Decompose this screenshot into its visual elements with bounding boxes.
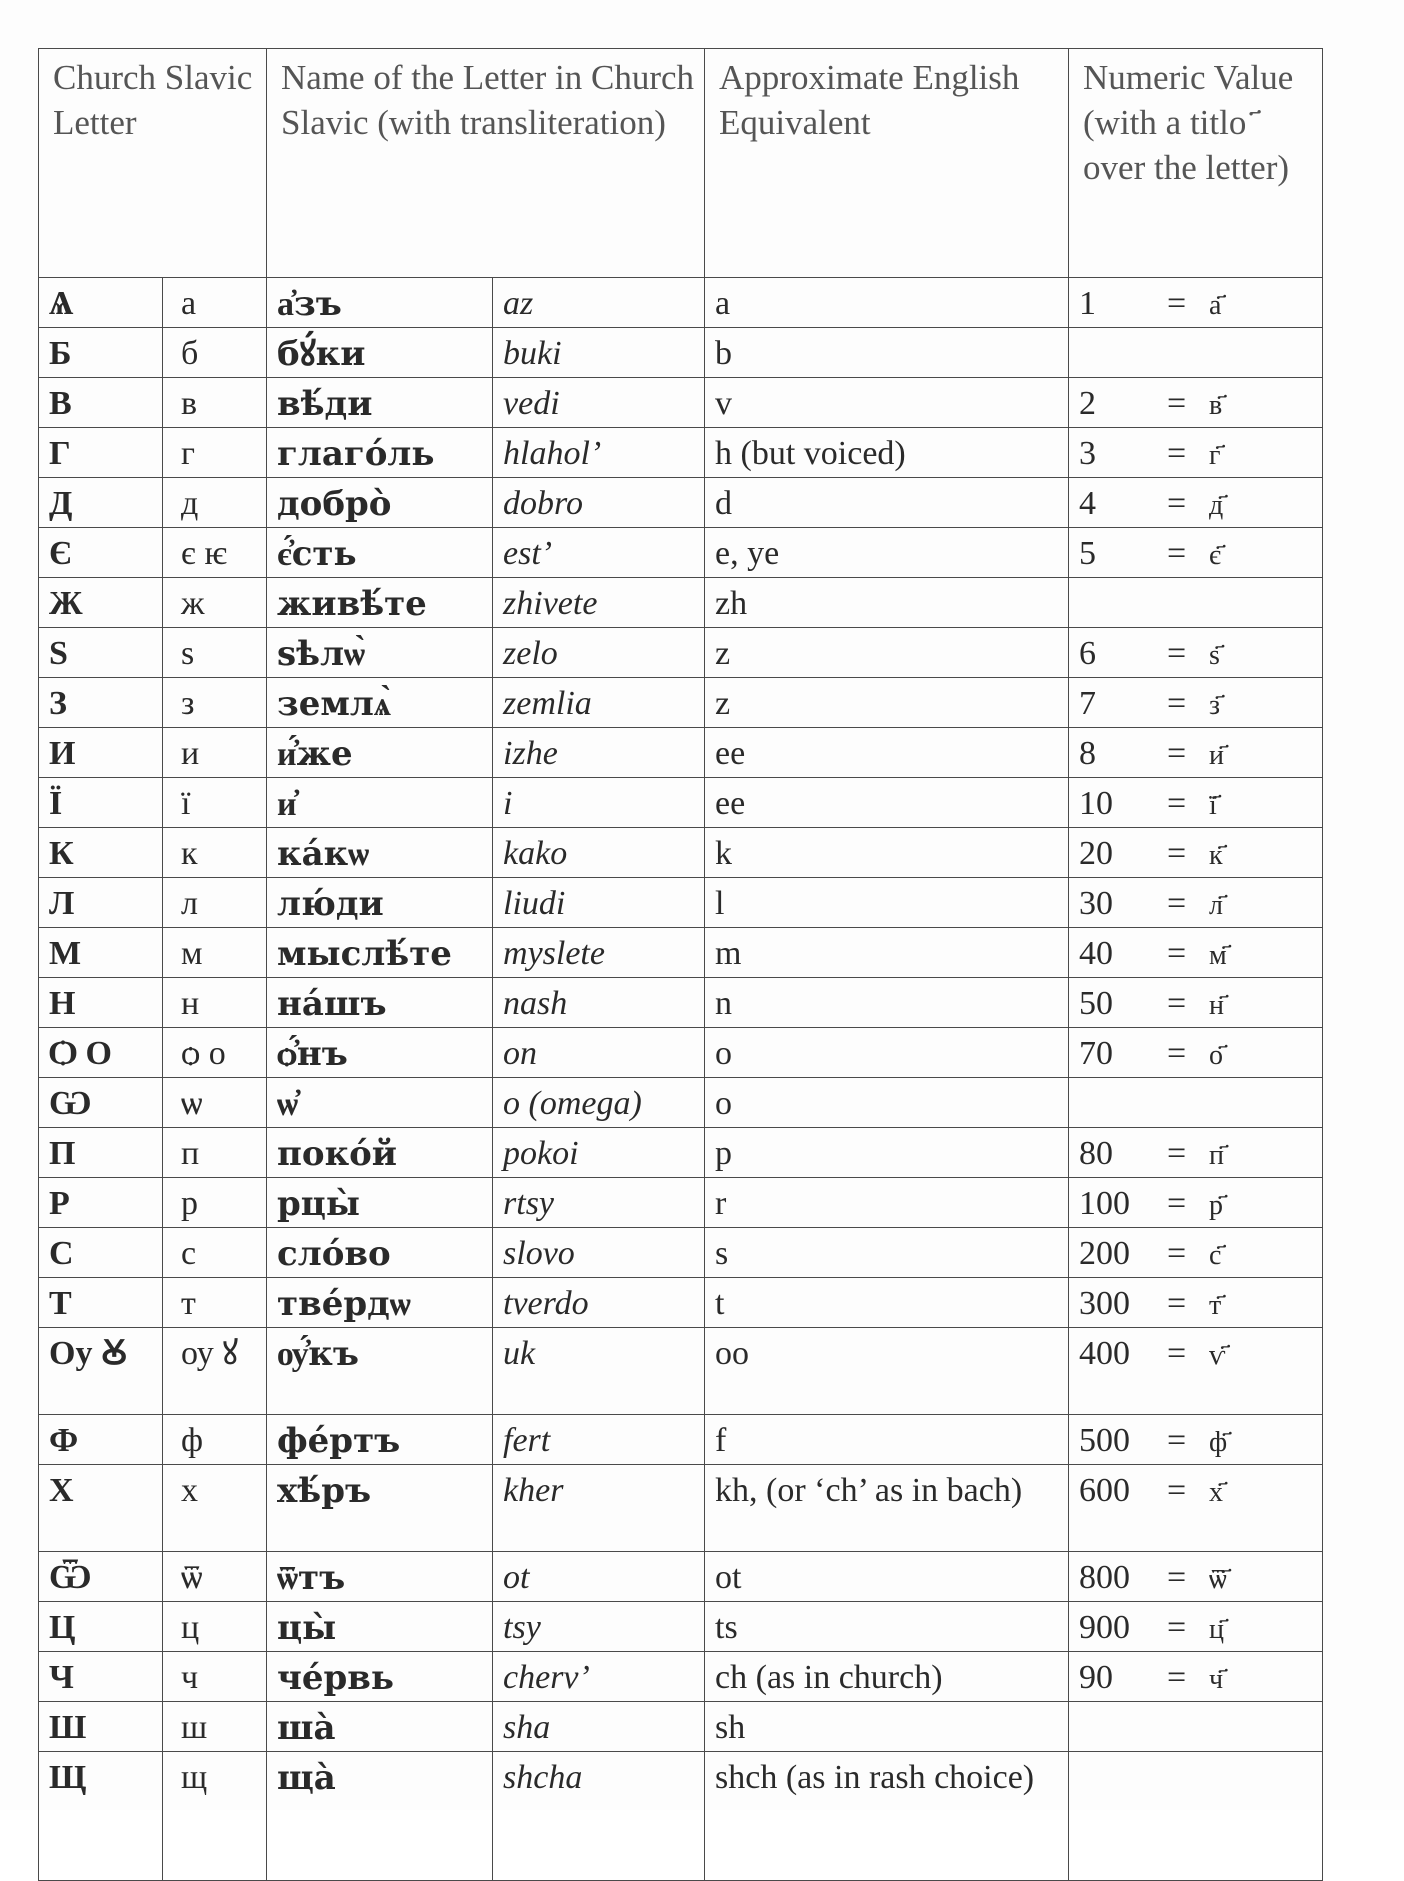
numeric-number: 3: [1079, 435, 1097, 472]
numeral-glyph: з҃: [1209, 688, 1221, 721]
transliteration: shcha: [493, 1752, 705, 1881]
lowercase-letter: х: [163, 1465, 267, 1552]
church-slavic-name: ѿтъ: [267, 1552, 493, 1602]
table-row: [39, 1028, 1323, 1078]
equals-sign: =: [1167, 885, 1187, 922]
english-equivalent: m: [705, 928, 1069, 978]
uppercase-letter: П: [39, 1128, 163, 1178]
transliteration: cherv’: [493, 1652, 705, 1702]
table-row: [39, 278, 1323, 328]
transliteration: az: [493, 278, 705, 328]
numeric-number: 600: [1079, 1472, 1131, 1509]
table-row: [39, 1752, 1323, 1881]
numeral-glyph: о҃: [1209, 1038, 1224, 1071]
transliteration: kher: [493, 1465, 705, 1552]
english-equivalent: f: [705, 1415, 1069, 1465]
numeric-number: 900: [1079, 1609, 1131, 1646]
numeric-number: 4: [1079, 485, 1097, 522]
header-letter: Church Slavic Letter: [39, 49, 267, 278]
numeral-glyph: п҃: [1209, 1138, 1225, 1171]
numeric-value: [1069, 778, 1323, 828]
english-equivalent: ts: [705, 1602, 1069, 1652]
church-slavic-name: ѻ҆́нъ: [267, 1028, 493, 1078]
lowercase-letter: м: [163, 928, 267, 978]
english-equivalent: ch (as in church): [705, 1652, 1069, 1702]
church-slavic-name: землѧ̀: [267, 678, 493, 728]
equals-sign: =: [1167, 1609, 1187, 1646]
table-row: [39, 1078, 1323, 1128]
numeric-number: 30: [1079, 885, 1114, 922]
church-slavic-name: бꙋ́ки: [267, 328, 493, 378]
equals-sign: =: [1167, 785, 1187, 822]
church-slavic-name: добро̀: [267, 478, 493, 528]
equals-sign: =: [1167, 735, 1187, 772]
table-row: [39, 528, 1323, 578]
transliteration: myslete: [493, 928, 705, 978]
numeral-glyph: ф҃: [1209, 1425, 1228, 1458]
numeric-number: 100: [1079, 1185, 1131, 1222]
table-row: [39, 778, 1323, 828]
numeric-value: [1069, 1752, 1323, 1881]
transliteration: o (omega): [493, 1078, 705, 1128]
church-slavic-name: ѹ҆́къ: [267, 1328, 493, 1415]
numeric-number: 500: [1079, 1422, 1131, 1459]
numeric-value: [1069, 828, 1323, 878]
english-equivalent: e, ye: [705, 528, 1069, 578]
uppercase-letter: Щ: [39, 1752, 163, 1881]
lowercase-letter: в: [163, 378, 267, 428]
lowercase-letter: ѿ: [163, 1552, 267, 1602]
english-equivalent: l: [705, 878, 1069, 928]
equals-sign: =: [1167, 1335, 1187, 1372]
numeric-number: 90: [1079, 1659, 1114, 1696]
church-slavic-alphabet-table: [38, 48, 1323, 1881]
english-equivalent: ot: [705, 1552, 1069, 1602]
lowercase-letter: ѻ о: [163, 1028, 267, 1078]
church-slavic-name: на́шъ: [267, 978, 493, 1028]
numeral-glyph: н҃: [1209, 988, 1225, 1021]
lowercase-letter: ф: [163, 1415, 267, 1465]
table-row: [39, 728, 1323, 778]
equals-sign: =: [1167, 1035, 1187, 1072]
uppercase-letter: Ж: [39, 578, 163, 628]
numeric-number: 70: [1079, 1035, 1114, 1072]
lowercase-letter: л: [163, 878, 267, 928]
church-slavic-name: и҆: [267, 778, 493, 828]
table-row: [39, 1465, 1323, 1552]
table-row: [39, 578, 1323, 628]
uppercase-letter: Ѧ: [39, 278, 163, 328]
uppercase-letter: Н: [39, 978, 163, 1028]
header-english: Approximate English Equivalent: [705, 49, 1069, 278]
numeric-value: [1069, 1702, 1323, 1752]
numeral-glyph: м҃: [1209, 938, 1227, 971]
equals-sign: =: [1167, 385, 1187, 422]
numeral-glyph: ѵ҃: [1209, 1338, 1226, 1371]
numeric-value: [1069, 1078, 1323, 1128]
church-slavic-name: рцы̀: [267, 1178, 493, 1228]
lowercase-letter: с: [163, 1228, 267, 1278]
numeric-number: 50: [1079, 985, 1114, 1022]
table-row: [39, 978, 1323, 1028]
numeral-glyph: д҃: [1209, 488, 1224, 521]
church-slavic-name: ща̀: [267, 1752, 493, 1881]
english-equivalent: v: [705, 378, 1069, 428]
numeric-value: [1069, 1415, 1323, 1465]
english-equivalent: b: [705, 328, 1069, 378]
numeric-value: [1069, 278, 1323, 328]
numeral-glyph: ц҃: [1209, 1612, 1225, 1645]
numeric-number: 2: [1079, 385, 1097, 422]
numeral-glyph: є҃: [1209, 538, 1222, 571]
numeral-glyph: р҃: [1209, 1188, 1224, 1221]
transliteration: est’: [493, 528, 705, 578]
church-slavic-name: тве́рдѡ: [267, 1278, 493, 1328]
uppercase-letter: Д: [39, 478, 163, 528]
numeric-value: [1069, 378, 1323, 428]
uppercase-letter: Ї: [39, 778, 163, 828]
english-equivalent: sh: [705, 1702, 1069, 1752]
uppercase-letter: Т: [39, 1278, 163, 1328]
uppercase-letter: В: [39, 378, 163, 428]
english-equivalent: ee: [705, 728, 1069, 778]
transliteration: liudi: [493, 878, 705, 928]
lowercase-letter: ш: [163, 1702, 267, 1752]
table-row: [39, 1552, 1323, 1602]
transliteration: slovo: [493, 1228, 705, 1278]
numeric-number: 300: [1079, 1285, 1131, 1322]
table-row: [39, 1415, 1323, 1465]
lowercase-letter: ѕ: [163, 628, 267, 678]
english-equivalent: n: [705, 978, 1069, 1028]
numeric-value: [1069, 1178, 1323, 1228]
numeric-value: [1069, 478, 1323, 528]
uppercase-letter: К: [39, 828, 163, 878]
numeric-value: [1069, 1328, 1323, 1415]
church-slavic-name: є҆́сть: [267, 528, 493, 578]
transliteration: zhivete: [493, 578, 705, 628]
numeral-glyph: ч҃: [1209, 1662, 1224, 1695]
english-equivalent: k: [705, 828, 1069, 878]
equals-sign: =: [1167, 835, 1187, 872]
transliteration: zemlia: [493, 678, 705, 728]
header-name: Name of the Letter in Church Slavic (with transliteration): [267, 49, 705, 278]
header-row: [39, 49, 1323, 278]
uppercase-letter: Ч: [39, 1652, 163, 1702]
english-equivalent: o: [705, 1028, 1069, 1078]
equals-sign: =: [1167, 535, 1187, 572]
english-equivalent: r: [705, 1178, 1069, 1228]
equals-sign: =: [1167, 435, 1187, 472]
equals-sign: =: [1167, 1235, 1187, 1272]
numeral-glyph: с҃: [1209, 1238, 1222, 1271]
numeric-number: 7: [1079, 685, 1097, 722]
uppercase-letter: Л: [39, 878, 163, 928]
transliteration: vedi: [493, 378, 705, 428]
table-row: [39, 428, 1323, 478]
uppercase-letter: Р: [39, 1178, 163, 1228]
numeric-value: [1069, 578, 1323, 628]
english-equivalent: z: [705, 628, 1069, 678]
uppercase-letter: Оу Ꙋ: [39, 1328, 163, 1415]
lowercase-letter: р: [163, 1178, 267, 1228]
church-slavic-name: а҆зъ: [267, 278, 493, 328]
church-slavic-name: вѣ́ди: [267, 378, 493, 428]
numeric-value: [1069, 1465, 1323, 1552]
church-slavic-name: фе́ртъ: [267, 1415, 493, 1465]
transliteration: ot: [493, 1552, 705, 1602]
table-row: [39, 1128, 1323, 1178]
numeric-number: 40: [1079, 935, 1114, 972]
table-row: [39, 878, 1323, 928]
english-equivalent: shch (as in rash choice): [705, 1752, 1069, 1881]
uppercase-letter: Ѡ: [39, 1078, 163, 1128]
lowercase-letter: ї: [163, 778, 267, 828]
numeric-value: [1069, 1278, 1323, 1328]
church-slavic-name: мыслѣ́те: [267, 928, 493, 978]
transliteration: nash: [493, 978, 705, 1028]
numeric-value: [1069, 728, 1323, 778]
church-slavic-name: ѕѣлѡ̀: [267, 628, 493, 678]
table-row: [39, 1652, 1323, 1702]
numeric-number: 200: [1079, 1235, 1131, 1272]
lowercase-letter: д: [163, 478, 267, 528]
numeric-value: [1069, 1652, 1323, 1702]
table-row: [39, 1328, 1323, 1415]
church-slavic-name: и҆́же: [267, 728, 493, 778]
transliteration: on: [493, 1028, 705, 1078]
numeric-value: [1069, 878, 1323, 928]
equals-sign: =: [1167, 1135, 1187, 1172]
numeral-glyph: ѕ҃: [1209, 638, 1220, 671]
numeric-number: 6: [1079, 635, 1097, 672]
table-row: [39, 828, 1323, 878]
numeral-glyph: и҃: [1209, 738, 1225, 771]
english-equivalent: zh: [705, 578, 1069, 628]
church-slavic-name: че́рвь: [267, 1652, 493, 1702]
transliteration: kako: [493, 828, 705, 878]
lowercase-letter: ж: [163, 578, 267, 628]
church-slavic-name: ша̀: [267, 1702, 493, 1752]
table-row: [39, 1178, 1323, 1228]
transliteration: fert: [493, 1415, 705, 1465]
church-slavic-name: глаго́ль: [267, 428, 493, 478]
uppercase-letter: Г: [39, 428, 163, 478]
transliteration: hlahol’: [493, 428, 705, 478]
numeral-glyph: т҃: [1209, 1288, 1222, 1321]
lowercase-letter: т: [163, 1278, 267, 1328]
english-equivalent: h (but voiced): [705, 428, 1069, 478]
lowercase-letter: ц: [163, 1602, 267, 1652]
numeric-number: 800: [1079, 1559, 1131, 1596]
numeric-value: [1069, 978, 1323, 1028]
numeral-glyph: г҃: [1209, 438, 1221, 471]
church-slavic-name: ка́кѡ: [267, 828, 493, 878]
equals-sign: =: [1167, 285, 1187, 322]
transliteration: sha: [493, 1702, 705, 1752]
church-slavic-name: сло́во: [267, 1228, 493, 1278]
english-equivalent: p: [705, 1128, 1069, 1178]
numeric-value: [1069, 1602, 1323, 1652]
numeric-value: [1069, 678, 1323, 728]
transliteration: dobro: [493, 478, 705, 528]
uppercase-letter: Ѕ: [39, 628, 163, 678]
church-slavic-name: цы̀: [267, 1602, 493, 1652]
table-row: [39, 678, 1323, 728]
transliteration: i: [493, 778, 705, 828]
transliteration: tsy: [493, 1602, 705, 1652]
numeral-glyph: л҃: [1209, 888, 1224, 921]
table-row: [39, 378, 1323, 428]
transliteration: buki: [493, 328, 705, 378]
lowercase-letter: ч: [163, 1652, 267, 1702]
numeric-number: 10: [1079, 785, 1114, 822]
table-row: [39, 328, 1323, 378]
lowercase-letter: ѡ: [163, 1078, 267, 1128]
numeric-number: 5: [1079, 535, 1097, 572]
english-equivalent: s: [705, 1228, 1069, 1278]
uppercase-letter: Ц: [39, 1602, 163, 1652]
table-body: [39, 278, 1323, 1881]
numeric-number: 20: [1079, 835, 1114, 872]
table-row: [39, 628, 1323, 678]
numeral-glyph: а҃: [1209, 288, 1222, 321]
english-equivalent: o: [705, 1078, 1069, 1128]
numeric-number: 1: [1079, 285, 1097, 322]
lowercase-letter: є ѥ: [163, 528, 267, 578]
uppercase-letter: Ш: [39, 1702, 163, 1752]
uppercase-letter: Є: [39, 528, 163, 578]
lowercase-letter: н: [163, 978, 267, 1028]
equals-sign: =: [1167, 1422, 1187, 1459]
lowercase-letter: з: [163, 678, 267, 728]
english-equivalent: d: [705, 478, 1069, 528]
numeric-value: [1069, 1228, 1323, 1278]
equals-sign: =: [1167, 1659, 1187, 1696]
header-numeric: Numeric Value (with a titlo ҃ over the letter): [1069, 49, 1323, 278]
uppercase-letter: И: [39, 728, 163, 778]
uppercase-letter: З: [39, 678, 163, 728]
equals-sign: =: [1167, 1472, 1187, 1509]
english-equivalent: kh, (or ‘ch’ as in bach): [705, 1465, 1069, 1552]
church-slavic-name: живѣ́те: [267, 578, 493, 628]
english-equivalent: ee: [705, 778, 1069, 828]
numeric-value: [1069, 1128, 1323, 1178]
equals-sign: =: [1167, 1285, 1187, 1322]
uppercase-letter: М: [39, 928, 163, 978]
table-row: [39, 928, 1323, 978]
numeric-value: [1069, 928, 1323, 978]
equals-sign: =: [1167, 1185, 1187, 1222]
numeric-number: 400: [1079, 1335, 1131, 1372]
lowercase-letter: щ: [163, 1752, 267, 1881]
uppercase-letter: Ѻ О: [39, 1028, 163, 1078]
numeral-glyph: ї҃: [1209, 788, 1217, 821]
uppercase-letter: Ѿ: [39, 1552, 163, 1602]
church-slavic-name: поко́й: [267, 1128, 493, 1178]
lowercase-letter: б: [163, 328, 267, 378]
table-row: [39, 1278, 1323, 1328]
church-slavic-name: хѣ́ръ: [267, 1465, 493, 1552]
table-row: [39, 1228, 1323, 1278]
uppercase-letter: Б: [39, 328, 163, 378]
english-equivalent: oo: [705, 1328, 1069, 1415]
numeric-value: [1069, 528, 1323, 578]
numeric-value: [1069, 1028, 1323, 1078]
transliteration: rtsy: [493, 1178, 705, 1228]
numeral-glyph: х҃: [1209, 1475, 1224, 1508]
numeric-value: [1069, 428, 1323, 478]
church-slavic-name: ѡ҆: [267, 1078, 493, 1128]
numeral-glyph: к҃: [1209, 838, 1223, 871]
transliteration: pokoi: [493, 1128, 705, 1178]
numeric-value: [1069, 328, 1323, 378]
transliteration: izhe: [493, 728, 705, 778]
lowercase-letter: г: [163, 428, 267, 478]
numeric-number: 80: [1079, 1135, 1114, 1172]
numeric-value: [1069, 1552, 1323, 1602]
english-equivalent: z: [705, 678, 1069, 728]
equals-sign: =: [1167, 1559, 1187, 1596]
lowercase-letter: п: [163, 1128, 267, 1178]
equals-sign: =: [1167, 685, 1187, 722]
numeral-glyph: ѿ҃: [1209, 1562, 1227, 1595]
uppercase-letter: Х: [39, 1465, 163, 1552]
uppercase-letter: Ф: [39, 1415, 163, 1465]
church-slavic-name: лю́ди: [267, 878, 493, 928]
english-equivalent: a: [705, 278, 1069, 328]
equals-sign: =: [1167, 935, 1187, 972]
transliteration: uk: [493, 1328, 705, 1415]
lowercase-letter: к: [163, 828, 267, 878]
english-equivalent: t: [705, 1278, 1069, 1328]
numeric-value: [1069, 628, 1323, 678]
table-row: [39, 478, 1323, 528]
lowercase-letter: а: [163, 278, 267, 328]
transliteration: tverdo: [493, 1278, 705, 1328]
equals-sign: =: [1167, 635, 1187, 672]
numeric-number: 8: [1079, 735, 1097, 772]
transliteration: zelo: [493, 628, 705, 678]
uppercase-letter: С: [39, 1228, 163, 1278]
equals-sign: =: [1167, 985, 1187, 1022]
table-row: [39, 1702, 1323, 1752]
lowercase-letter: и: [163, 728, 267, 778]
table-row: [39, 1602, 1323, 1652]
equals-sign: =: [1167, 485, 1187, 522]
numeral-glyph: в҃: [1209, 388, 1223, 421]
lowercase-letter: оу ꙋ: [163, 1328, 267, 1415]
